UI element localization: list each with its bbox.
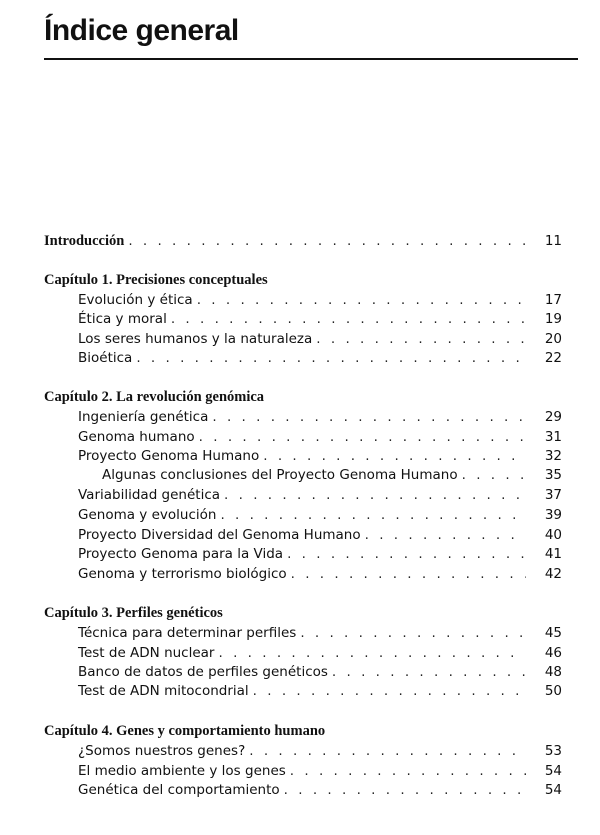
toc-page-number: 39 — [544, 507, 562, 523]
toc-page-number: 32 — [544, 448, 562, 464]
table-of-contents — [44, 0, 562, 835]
dot-leader — [171, 311, 526, 327]
toc-page-number: 50 — [544, 683, 562, 699]
toc-entry[interactable] — [78, 527, 562, 543]
chapter-heading-1: Capítulo 1. Precisiones conceptuales — [44, 272, 268, 288]
dot-leader — [199, 429, 526, 445]
toc-page-number: 35 — [544, 467, 562, 483]
toc-subentry[interactable] — [102, 467, 562, 483]
toc-entry-label: Introducción — [44, 233, 125, 249]
toc-entry-label: Algunas conclusiones del Proyecto Genoma Humano — [102, 467, 458, 483]
toc-entry-label: Genética del comportamiento — [78, 782, 280, 798]
toc-entry[interactable] — [78, 429, 562, 445]
dot-leader — [290, 763, 526, 779]
toc-entry[interactable] — [78, 409, 562, 425]
toc-entry-label: Banco de datos de perfiles genéticos — [78, 664, 328, 680]
toc-page-number: 48 — [544, 664, 562, 680]
toc-page-number: 11 — [544, 233, 562, 249]
toc-page-number: 37 — [544, 487, 562, 503]
toc-entry[interactable] — [78, 566, 562, 582]
toc-entry[interactable] — [78, 664, 562, 680]
toc-entry-label: Genoma humano — [78, 429, 195, 445]
toc-entry-label: Evolución y ética — [78, 292, 193, 308]
toc-entry[interactable] — [78, 292, 562, 308]
toc-entry-introduccion[interactable] — [44, 233, 562, 249]
dot-leader — [332, 664, 526, 680]
dot-leader — [218, 645, 526, 661]
chapter-heading-3: Capítulo 3. Perfiles genéticos — [44, 605, 223, 621]
toc-page-number: 17 — [544, 292, 562, 308]
toc-page-number: 54 — [544, 782, 562, 798]
toc-entry[interactable] — [78, 625, 562, 641]
toc-entry-label: Test de ADN nuclear — [78, 645, 215, 661]
toc-entry-label: Proyecto Genoma para la Vida — [78, 546, 284, 562]
dot-leader — [249, 743, 526, 759]
toc-entry-label: Variabilidad genética — [78, 487, 221, 503]
toc-entry-label: Genoma y terrorismo biológico — [78, 566, 287, 582]
toc-entry-label: Proyecto Diversidad del Genoma Humano — [78, 527, 361, 543]
toc-entry-label: ¿Somos nuestros genes? — [78, 743, 246, 759]
toc-page-number: 40 — [544, 527, 562, 543]
toc-entry-label: Ingeniería genética — [78, 409, 209, 425]
toc-entry[interactable] — [78, 645, 562, 661]
dot-leader — [212, 409, 526, 425]
toc-page-number: 41 — [544, 546, 562, 562]
toc-entry-label: Bioética — [78, 350, 133, 366]
toc-page-number: 42 — [544, 566, 562, 582]
dot-leader — [316, 331, 526, 347]
toc-entry-label: Proyecto Genoma Humano — [78, 448, 260, 464]
dot-leader — [220, 507, 526, 523]
dot-leader — [300, 625, 526, 641]
toc-entry[interactable] — [78, 763, 562, 779]
toc-entry[interactable] — [78, 350, 562, 366]
toc-entry-label: Ética y moral — [78, 311, 167, 327]
toc-entry-label: Genoma y evolución — [78, 507, 217, 523]
toc-page-number: 53 — [544, 743, 562, 759]
toc-entry[interactable] — [78, 546, 562, 562]
dot-leader — [136, 350, 526, 366]
toc-entry[interactable] — [78, 448, 562, 464]
toc-entry-label: Técnica para determinar perfiles — [78, 625, 297, 641]
dot-leader — [263, 448, 526, 464]
toc-page-number: 19 — [544, 311, 562, 327]
toc-entry[interactable] — [78, 507, 562, 523]
toc-entry-label: Los seres humanos y la naturaleza — [78, 331, 313, 347]
page-title: Índice general — [44, 14, 239, 47]
toc-page-number: 20 — [544, 331, 562, 347]
dot-leader — [253, 683, 526, 699]
chapter-heading-2: Capítulo 2. La revolución genómica — [44, 389, 265, 405]
chapter-heading-4: Capítulo 4. Genes y comportamiento humano — [44, 723, 326, 739]
toc-entry[interactable] — [78, 743, 562, 759]
toc-entry[interactable] — [78, 331, 562, 347]
toc-page-number: 31 — [544, 429, 562, 445]
dot-leader — [128, 233, 526, 249]
toc-page-number: 45 — [544, 625, 562, 641]
toc-page-number: 29 — [544, 409, 562, 425]
dot-leader — [291, 566, 526, 582]
dot-leader — [284, 782, 526, 798]
dot-leader — [224, 487, 526, 503]
toc-entry[interactable] — [78, 782, 562, 798]
toc-page-number: 54 — [544, 763, 562, 779]
dot-leader — [287, 546, 526, 562]
toc-entry-label: El medio ambiente y los genes — [78, 763, 286, 779]
toc-entry-label: Test de ADN mitocondrial — [78, 683, 249, 699]
toc-page-number: 46 — [544, 645, 562, 661]
dot-leader — [197, 292, 526, 308]
toc-entry[interactable] — [78, 683, 562, 699]
dot-leader — [365, 527, 526, 543]
toc-entry[interactable] — [78, 311, 562, 327]
toc-page-number: 22 — [544, 350, 562, 366]
toc-entry[interactable] — [78, 487, 562, 503]
dot-leader — [462, 467, 526, 483]
